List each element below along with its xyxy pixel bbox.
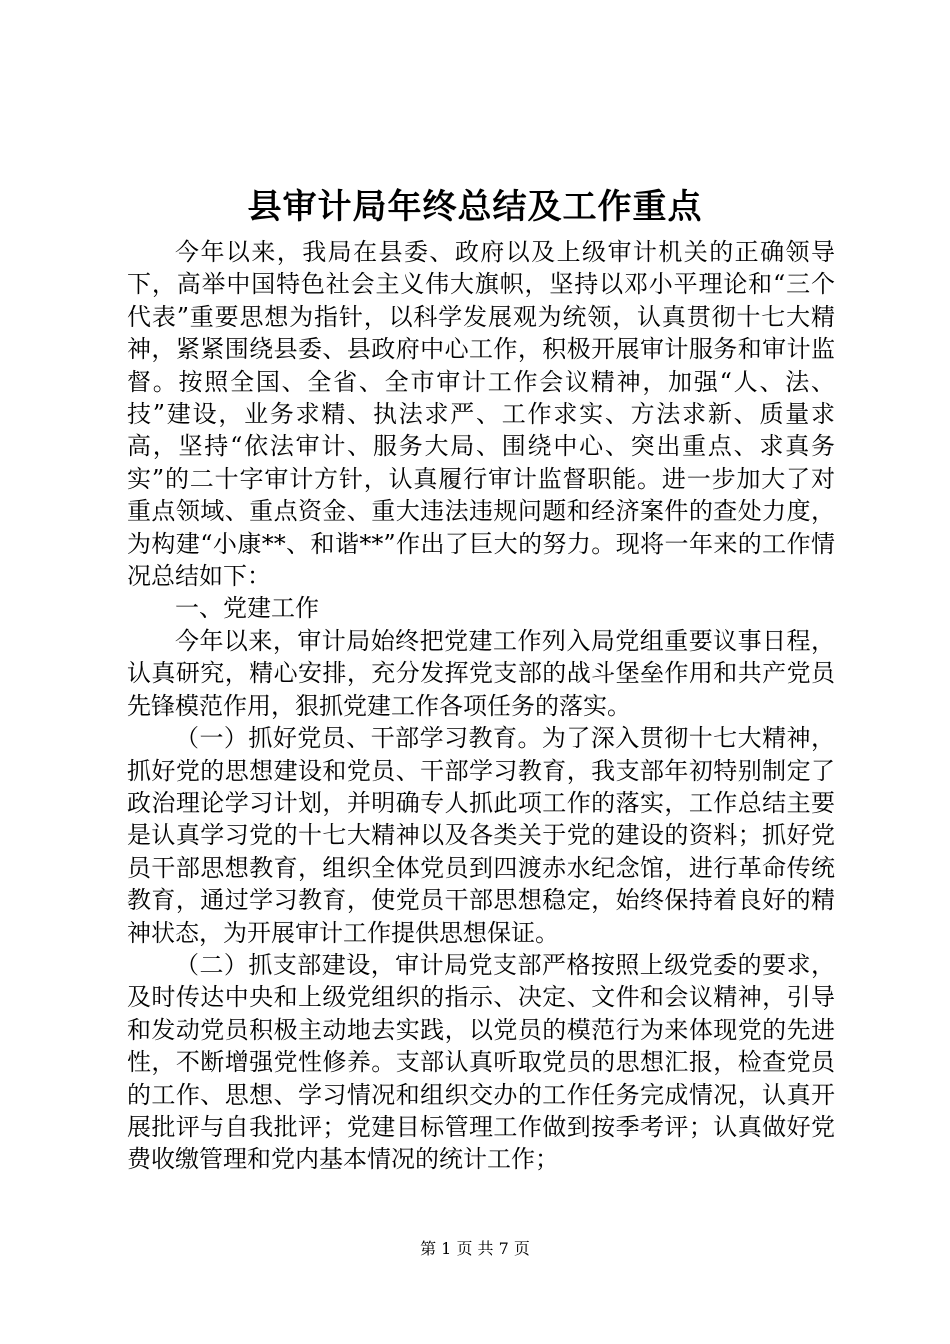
- paragraph-intro: 今年以来，我局在县委、政府以及上级审计机关的正确领导下，高举中国特色社会主义伟大旗帜，坚持以邓小平理论和“三个代表”重要思想为指针，以科学发展观为统领，认真贯彻十七大精神，紧紧围绕县委、县政府中心工作，积极开展审计服务和审计监督。按照全国、全省、全市审计工作会议精神，加强“人、法、技”建设，业务求精、执法求严、工作求实、方法求新、质量求高，坚持“依法审计、服务大局、围绕中心、突出重点、求真务实”的二十字审计方针，认真履行审计监督职能。进一步加大了对重点领域、重点资金、重大违法违规问题和经济案件的查处力度，为构建“小康**、和谐**”作出了巨大的努力。现将一年来的工作情况总结如下：: [127, 238, 835, 591]
- paragraph-party-building: 今年以来，审计局始终把党建工作列入局党组重要议事日程，认真研究，精心安排，充分发挥党支部的战斗堡垒作用和共产党员先锋模范作用，狠抓党建工作各项任务的落实。: [127, 626, 835, 720]
- document-body: [127, 236, 835, 1176]
- paragraph-branch-building: （二）抓支部建设，审计局党支部严格按照上级党委的要求，及时传达中央和上级党组织的指示、决定、文件和会议精神，引导和发动党员积极主动地去实践，以党员的模范行为来体现党的先进性，不断增强党性修养。支部认真听取党员的思想汇报，检查党员的工作、思想、学习情况和组织交办的工作任务完成情况，认真开展批评与自我批评；党建目标管理工作做到按季考评；认真做好党费收缴管理和党内基本情况的统计工作；: [127, 950, 835, 1174]
- page-number: 第 1 页 共 7 页: [420, 1239, 530, 1258]
- section-heading-party-building: 一、党建工作: [175, 594, 319, 623]
- document-title: 县审计局年终总结及工作重点: [247, 187, 703, 227]
- paragraph-study-education: （一）抓好党员、干部学习教育。为了深入贯彻十七大精神，抓好党的思想建设和党员、干部学习教育，我支部年初特别制定了政治理论学习计划，并明确专人抓此项工作的落实，工作总结主要是认真学习党的十七大精神以及各类关于党的建设的资料；抓好党员干部思想教育，组织全体党员到四渡赤水纪念馆，进行革命传统教育，通过学习教育，使党员干部思想稳定，始终保持着良好的精神状态，为开展审计工作提供思想保证。: [127, 724, 835, 947]
